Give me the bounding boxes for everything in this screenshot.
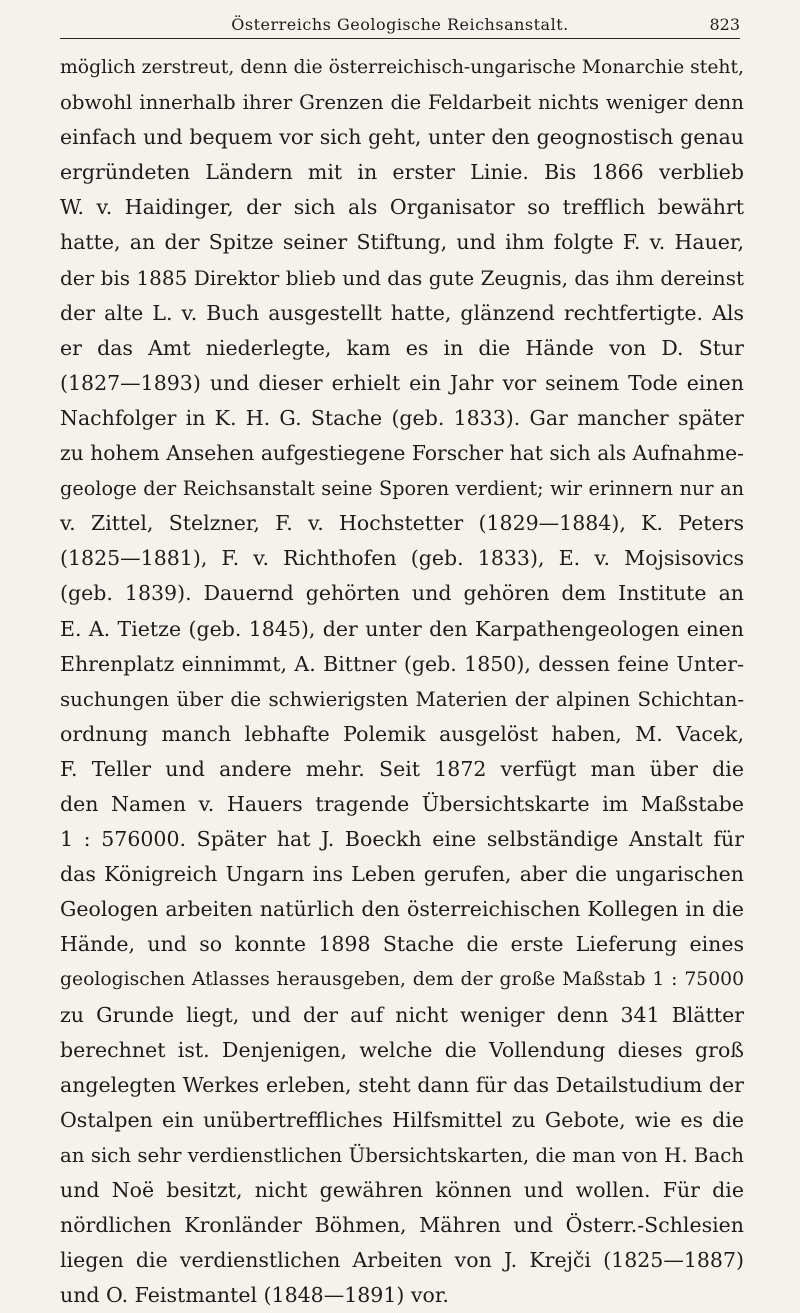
- text-line: (1827—1893) und dieser erhielt ein Jahr vor seinem Tode einen: [60, 370, 744, 395]
- running-head: [60, 14, 740, 39]
- text-line: E. A. Tietze (geb. 1845), der unter den Karpathengeologen einen: [60, 616, 744, 641]
- text-line: geologe der Reichsanstalt seine Sporen verdient; wir erinnern nur an: [60, 477, 744, 501]
- text-line: an sich sehr verdienstlichen Übersichtskarten, die man von H. Bach: [60, 1143, 744, 1167]
- text-line: berechnet ist. Denjenigen, welche die Vollendung dieses groß: [60, 1037, 744, 1062]
- text-line: Ostalpen ein unübertreffliches Hilfsmittel zu Gebote, wie es die: [60, 1107, 744, 1132]
- text-line: angelegten Werkes erleben, steht dann für das Detailstudium der: [60, 1072, 744, 1097]
- page-number: 823: [709, 15, 740, 34]
- text-line: obwohl innerhalb ihrer Grenzen die Feldarbeit nichts weniger denn: [60, 91, 744, 115]
- text-line: einfach und bequem vor sich geht, unter den geognostisch genau: [60, 125, 744, 150]
- body-text: [60, 50, 744, 1313]
- text-line: (1825—1881), F. v. Richthofen (geb. 1833), E. v. Mojsisovics: [60, 546, 744, 571]
- text-line: ordnung manch lebhafte Polemik ausgelöst haben, M. Vacek,: [60, 721, 744, 746]
- text-line: v. Zittel, Stelzner, F. v. Hochstetter (1829—1884), K. Peters: [60, 511, 744, 536]
- text-line: hatte, an der Spitze seiner Stiftung, und ihm folgte F. v. Hauer,: [60, 230, 744, 255]
- text-line: und O. Feistmantel (1848—1891) vor.: [60, 1283, 449, 1308]
- text-line: W. v. Haidinger, der sich als Organisator so trefflich bewährt: [60, 195, 744, 220]
- text-line: zu hohem Ansehen aufgestiegene Forscher hat sich als Aufnahme-: [60, 441, 744, 466]
- text-line: 1 : 576000. Später hat J. Boeckh eine selbständige Anstalt für: [60, 827, 744, 852]
- text-line: F. Teller und andere mehr. Seit 1872 verfügt man über die: [60, 756, 744, 781]
- running-title: Österreichs Geologische Reichsanstalt.: [231, 15, 569, 34]
- text-line: und Noë besitzt, nicht gewähren können und wollen. Für die: [60, 1178, 744, 1202]
- text-line: geologischen Atlasses herausgeben, dem der große Maßstab 1 : 75000: [60, 969, 744, 991]
- text-line: (geb. 1839). Dauernd gehörten und gehören dem Institute an: [60, 581, 744, 606]
- text-line: Nachfolger in K. H. G. Stache (geb. 1833). Gar mancher später: [60, 405, 744, 430]
- text-line: den Namen v. Hauers tragende Übersichtskarte im Maßstabe: [60, 791, 744, 816]
- text-line: liegen die verdienstlichen Arbeiten von J. Krejči (1825—1887): [60, 1248, 744, 1273]
- text-line: Geologen arbeiten natürlich den österreichischen Kollegen in die: [60, 897, 744, 922]
- text-line: Hände, und so konnte 1898 Stache die erste Lieferung eines: [60, 932, 744, 957]
- text-line: zu Grunde liegt, und der auf nicht weniger denn 341 Blätter: [60, 1002, 744, 1027]
- text-line: der bis 1885 Direktor blieb und das gute Zeugnis, das ihm dereinst: [60, 265, 744, 290]
- text-line: er das Amt niederlegte, kam es in die Hände von D. Stur: [60, 335, 744, 360]
- text-line: möglich zerstreut, denn die österreichisch-ungarische Monarchie steht,: [60, 57, 744, 78]
- text-line: suchungen über die schwierigsten Materien der alpinen Schichtan-: [60, 687, 744, 711]
- text-line: das Königreich Ungarn ins Leben gerufen, aber die ungarischen: [60, 862, 744, 887]
- text-line: der alte L. v. Buch ausgestellt hatte, glänzend rechtfertigte. Als: [60, 300, 744, 325]
- text-line: Ehrenplatz einnimmt, A. Bittner (geb. 1850), dessen feine Unter-: [60, 651, 744, 676]
- text-line: ergründeten Ländern mit in erster Linie. Bis 1866 verblieb: [60, 160, 744, 185]
- text-line: nördlichen Kronländer Böhmen, Mähren und Österr.-Schlesien: [60, 1213, 744, 1238]
